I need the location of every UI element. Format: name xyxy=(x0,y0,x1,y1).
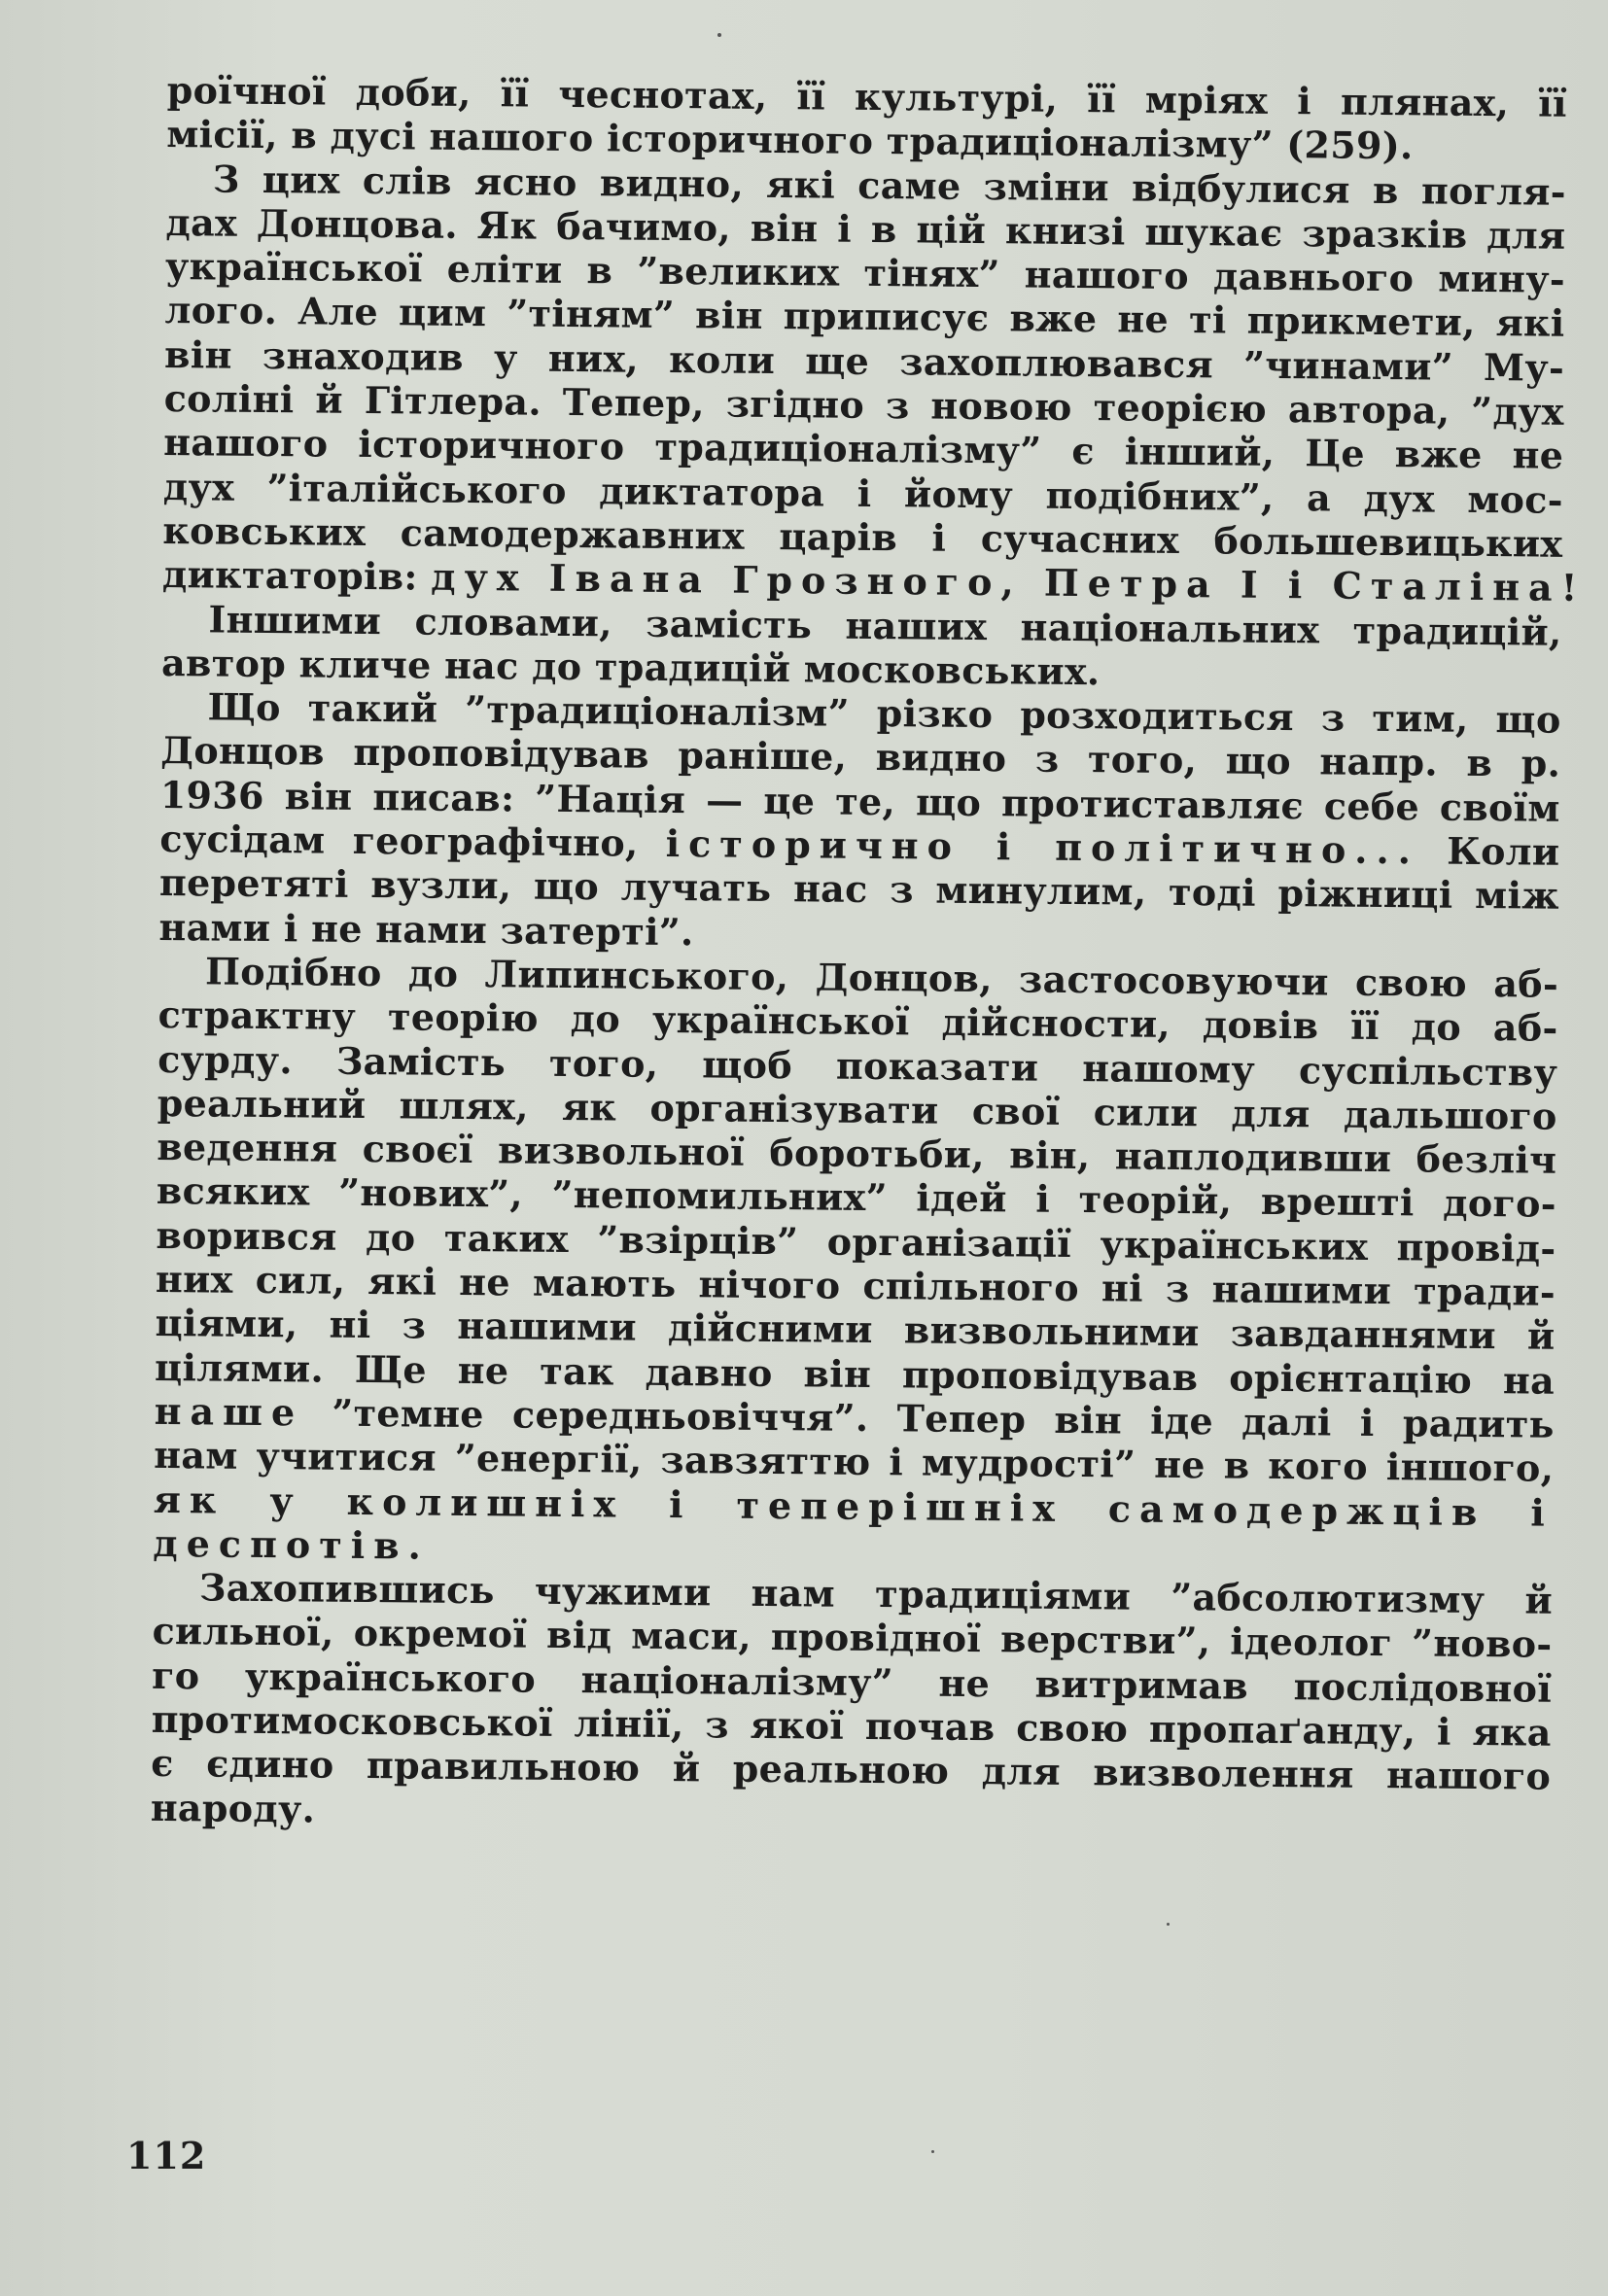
line-text: 1936 він писав: ”Нація — це те, що протиставляє себе своїм xyxy=(159,772,1560,830)
line-text: сусідам географічно, xyxy=(159,817,666,866)
spaced-emphasis: історично і політично... xyxy=(665,821,1420,873)
line-text-after: ”темне середньовіччя”. Тепер він іде далі і радить xyxy=(302,1390,1555,1446)
spaced-emphasis: деспотів. xyxy=(153,1520,431,1568)
line-text: він знаходив у них, коли ще захоплювався ”чинами” Му- xyxy=(163,331,1565,390)
line-text: роїчної доби, її чеснотах, її культурі, її мріях і плянах, її xyxy=(166,68,1567,125)
line-text: Що такий ”традиціоналізм” різко розходиться з тим, що xyxy=(207,684,1561,742)
line-text: нашого історичного традиціоналізму” є інший, Це вже не xyxy=(163,420,1564,478)
line-text: нам учитися ”енергії, завзяттю і мудрості” не в кого іншого, xyxy=(154,1433,1555,1490)
line-text: дах Донцова. Як бачимо, він і в цій книзі шукає зразків для xyxy=(165,199,1566,258)
line-text: ворився до таких ”взірців” організації українських провід- xyxy=(156,1212,1556,1270)
speck xyxy=(717,33,721,37)
line-text: української еліти в ”великих тінях” нашого давнього мину- xyxy=(164,244,1566,301)
line-text: го українського націоналізму” не витримав послідовної xyxy=(151,1652,1553,1711)
line-text: Подібно до Липинського, Донцов, застосовуючи свою аб- xyxy=(204,949,1559,1006)
line-text-after: Коли xyxy=(1418,828,1560,874)
line-text: протимосковської лінії, з якої почав свою пропаґанду, і яка xyxy=(151,1696,1552,1755)
line-text: лого. Але цим ”тіням” він приписує вже не ті прикмети, які xyxy=(164,288,1565,346)
line-text: Захопившись чужими нам традиціями ”абсолютизму й xyxy=(198,1565,1554,1622)
speck xyxy=(1167,1923,1170,1926)
line-text: ведення своєї визвольної боротьби, він, наплодивши безліч xyxy=(157,1125,1557,1182)
line-text: диктаторів: xyxy=(161,552,432,599)
page-number: 112 xyxy=(126,2134,207,2177)
line-text: є єдино правильною й реальною для визволення нашого xyxy=(151,1741,1552,1799)
line-text: цілями. Ще не так давно він проповідував орієнтацію на xyxy=(154,1344,1556,1403)
line-text: сурду. Замість того, щоб показати нашому суспільству xyxy=(157,1036,1558,1095)
body-text xyxy=(150,68,1587,1843)
line-text: всяких ”нових”, ”непомильних” ідей і теорій, врешті дого- xyxy=(156,1168,1557,1227)
line-text: сильної, окремої від маси, провідної верстви”, ідеолог ”ново- xyxy=(152,1609,1553,1667)
line-text: місії, в дусі нашого історичного традиціоналізму” (259). xyxy=(166,112,1414,168)
spaced-emphasis: як у колишніх і теперішніх самодержців і xyxy=(153,1477,1555,1535)
line-text: дух ”італійського диктатора і йому подібних”, а дух мос- xyxy=(162,464,1564,522)
line-text: них сил, які не мають нічого спільного ні з нашими тради- xyxy=(155,1256,1556,1314)
line-text: автор кличе нас до традицій московських. xyxy=(160,640,1101,694)
line-text: З цих слів ясно видно, які саме зміни відбулися в погля- xyxy=(212,157,1567,214)
line-text: Іншими словами, замість наших національних традицій, xyxy=(208,596,1562,654)
line-text: реальний шлях, як організувати свої сили для дальшого xyxy=(157,1080,1557,1138)
spaced-emphasis: наше xyxy=(154,1388,304,1435)
spaced-emphasis: дух Івана Грозного, Петра І і Сталіна! xyxy=(431,554,1587,610)
line-text: нами і не нами затерті”. xyxy=(158,904,694,954)
line-text: ціями, ні з нашими дійсними визвольними завданнями й xyxy=(155,1301,1556,1359)
line-text: соліні й Гітлера. Тепер, згідно з новою теорією автора, ”дух xyxy=(163,376,1564,434)
line-text: страктну теорію до української дійсности, довів її до аб- xyxy=(157,992,1558,1051)
line-text: Донцов проповідував раніше, видно з того, що напр. в р. xyxy=(160,728,1561,786)
speck xyxy=(931,2150,934,2153)
line-text: ковських самодержавних царів і сучасних большевицьких xyxy=(162,507,1563,566)
line-text: перетяті вузли, що лучать нас з минулим, тоді ріжниці між xyxy=(158,860,1560,919)
line-text: народу. xyxy=(150,1785,316,1831)
